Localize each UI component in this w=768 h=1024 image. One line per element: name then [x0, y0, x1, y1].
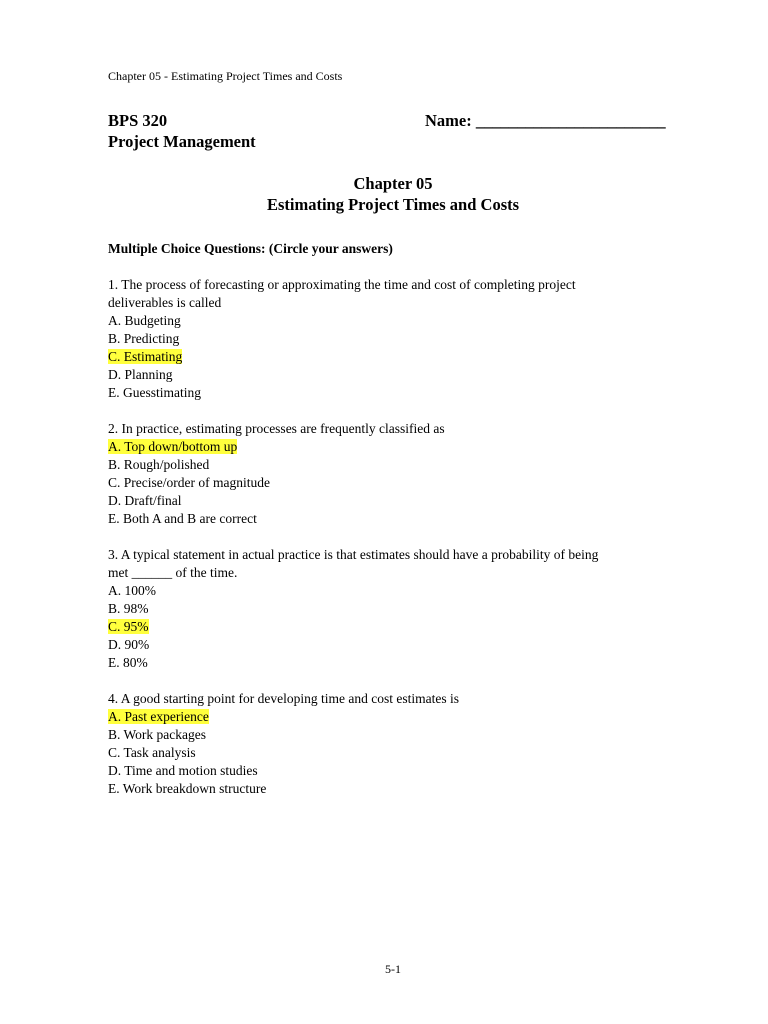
- option-b: [108, 600, 648, 618]
- option-text: E. Work breakdown structure: [108, 781, 267, 796]
- option-c-answer: [108, 618, 648, 636]
- option-e: [108, 654, 648, 672]
- course-name: Project Management: [108, 132, 256, 151]
- answer-options: [108, 438, 648, 528]
- option-a: [108, 312, 648, 330]
- chapter-number: Chapter 05: [353, 174, 433, 193]
- course-heading: [108, 110, 256, 152]
- answer-options: [108, 312, 648, 402]
- question-1: [108, 276, 648, 402]
- chapter-title: Estimating Project Times and Costs: [266, 195, 520, 214]
- highlighted-answer: A. Past experience: [108, 709, 209, 724]
- option-text: C. Precise/order of magnitude: [108, 475, 270, 490]
- option-text: D. Time and motion studies: [108, 763, 258, 778]
- option-d: [108, 636, 648, 654]
- stem-line-1: 4. A good starting point for developing time and cost estimates is: [108, 691, 459, 706]
- stem-line-2: deliverables is called: [108, 295, 222, 310]
- instructions: Multiple Choice Questions: (Circle your answers): [108, 241, 393, 256]
- running-header: Chapter 05 - Estimating Project Times and Costs: [108, 69, 343, 83]
- option-b: [108, 726, 648, 744]
- option-text: E. Both A and B are correct: [108, 511, 257, 526]
- stem-line-2: met ______ of the time.: [108, 565, 238, 580]
- question-stem: [108, 420, 648, 438]
- option-d: [108, 762, 648, 780]
- option-text: B. 98%: [108, 601, 149, 616]
- option-text: D. 90%: [108, 637, 150, 652]
- option-c: [108, 474, 648, 492]
- option-d: [108, 366, 648, 384]
- option-text: E. Guesstimating: [108, 385, 201, 400]
- stem-line-1: 3. A typical statement in actual practice is that estimates should have a probability of being: [108, 547, 599, 562]
- option-text: E. 80%: [108, 655, 148, 670]
- option-text: C. Task analysis: [108, 745, 196, 760]
- question-3: [108, 546, 648, 672]
- question-list: [108, 276, 648, 816]
- option-text: B. Work packages: [108, 727, 207, 742]
- answer-options: [108, 708, 648, 798]
- option-b: [108, 456, 648, 474]
- option-b: [108, 330, 648, 348]
- option-c-answer: [108, 348, 648, 366]
- highlighted-answer: C. Estimating: [108, 349, 183, 364]
- option-e: [108, 510, 648, 528]
- question-stem: [108, 546, 648, 582]
- option-text: B. Predicting: [108, 331, 180, 346]
- stem-line-1: 2. In practice, estimating processes are frequently classified as: [108, 421, 445, 436]
- highlighted-answer: C. 95%: [108, 619, 149, 634]
- chapter-heading: [0, 173, 768, 215]
- student-name-field: Name: _______________________: [425, 111, 666, 130]
- option-e: [108, 780, 648, 798]
- question-stem: [108, 690, 648, 708]
- option-e: [108, 384, 648, 402]
- course-code: BPS 320: [108, 111, 168, 130]
- option-text: A. Budgeting: [108, 313, 181, 328]
- question-stem: [108, 276, 648, 312]
- option-c: [108, 744, 648, 762]
- option-text: D. Planning: [108, 367, 173, 382]
- option-a-answer: [108, 708, 648, 726]
- question-4: [108, 690, 648, 798]
- stem-line-1: 1. The process of forecasting or approximating the time and cost of completing project: [108, 277, 576, 292]
- option-text: A. 100%: [108, 583, 156, 598]
- page-number: 5-1: [385, 962, 401, 976]
- option-a-answer: [108, 438, 648, 456]
- option-text: D. Draft/final: [108, 493, 182, 508]
- answer-options: [108, 582, 648, 672]
- option-d: [108, 492, 648, 510]
- option-text: B. Rough/polished: [108, 457, 210, 472]
- question-2: [108, 420, 648, 528]
- highlighted-answer: A. Top down/bottom up: [108, 439, 238, 454]
- option-a: [108, 582, 648, 600]
